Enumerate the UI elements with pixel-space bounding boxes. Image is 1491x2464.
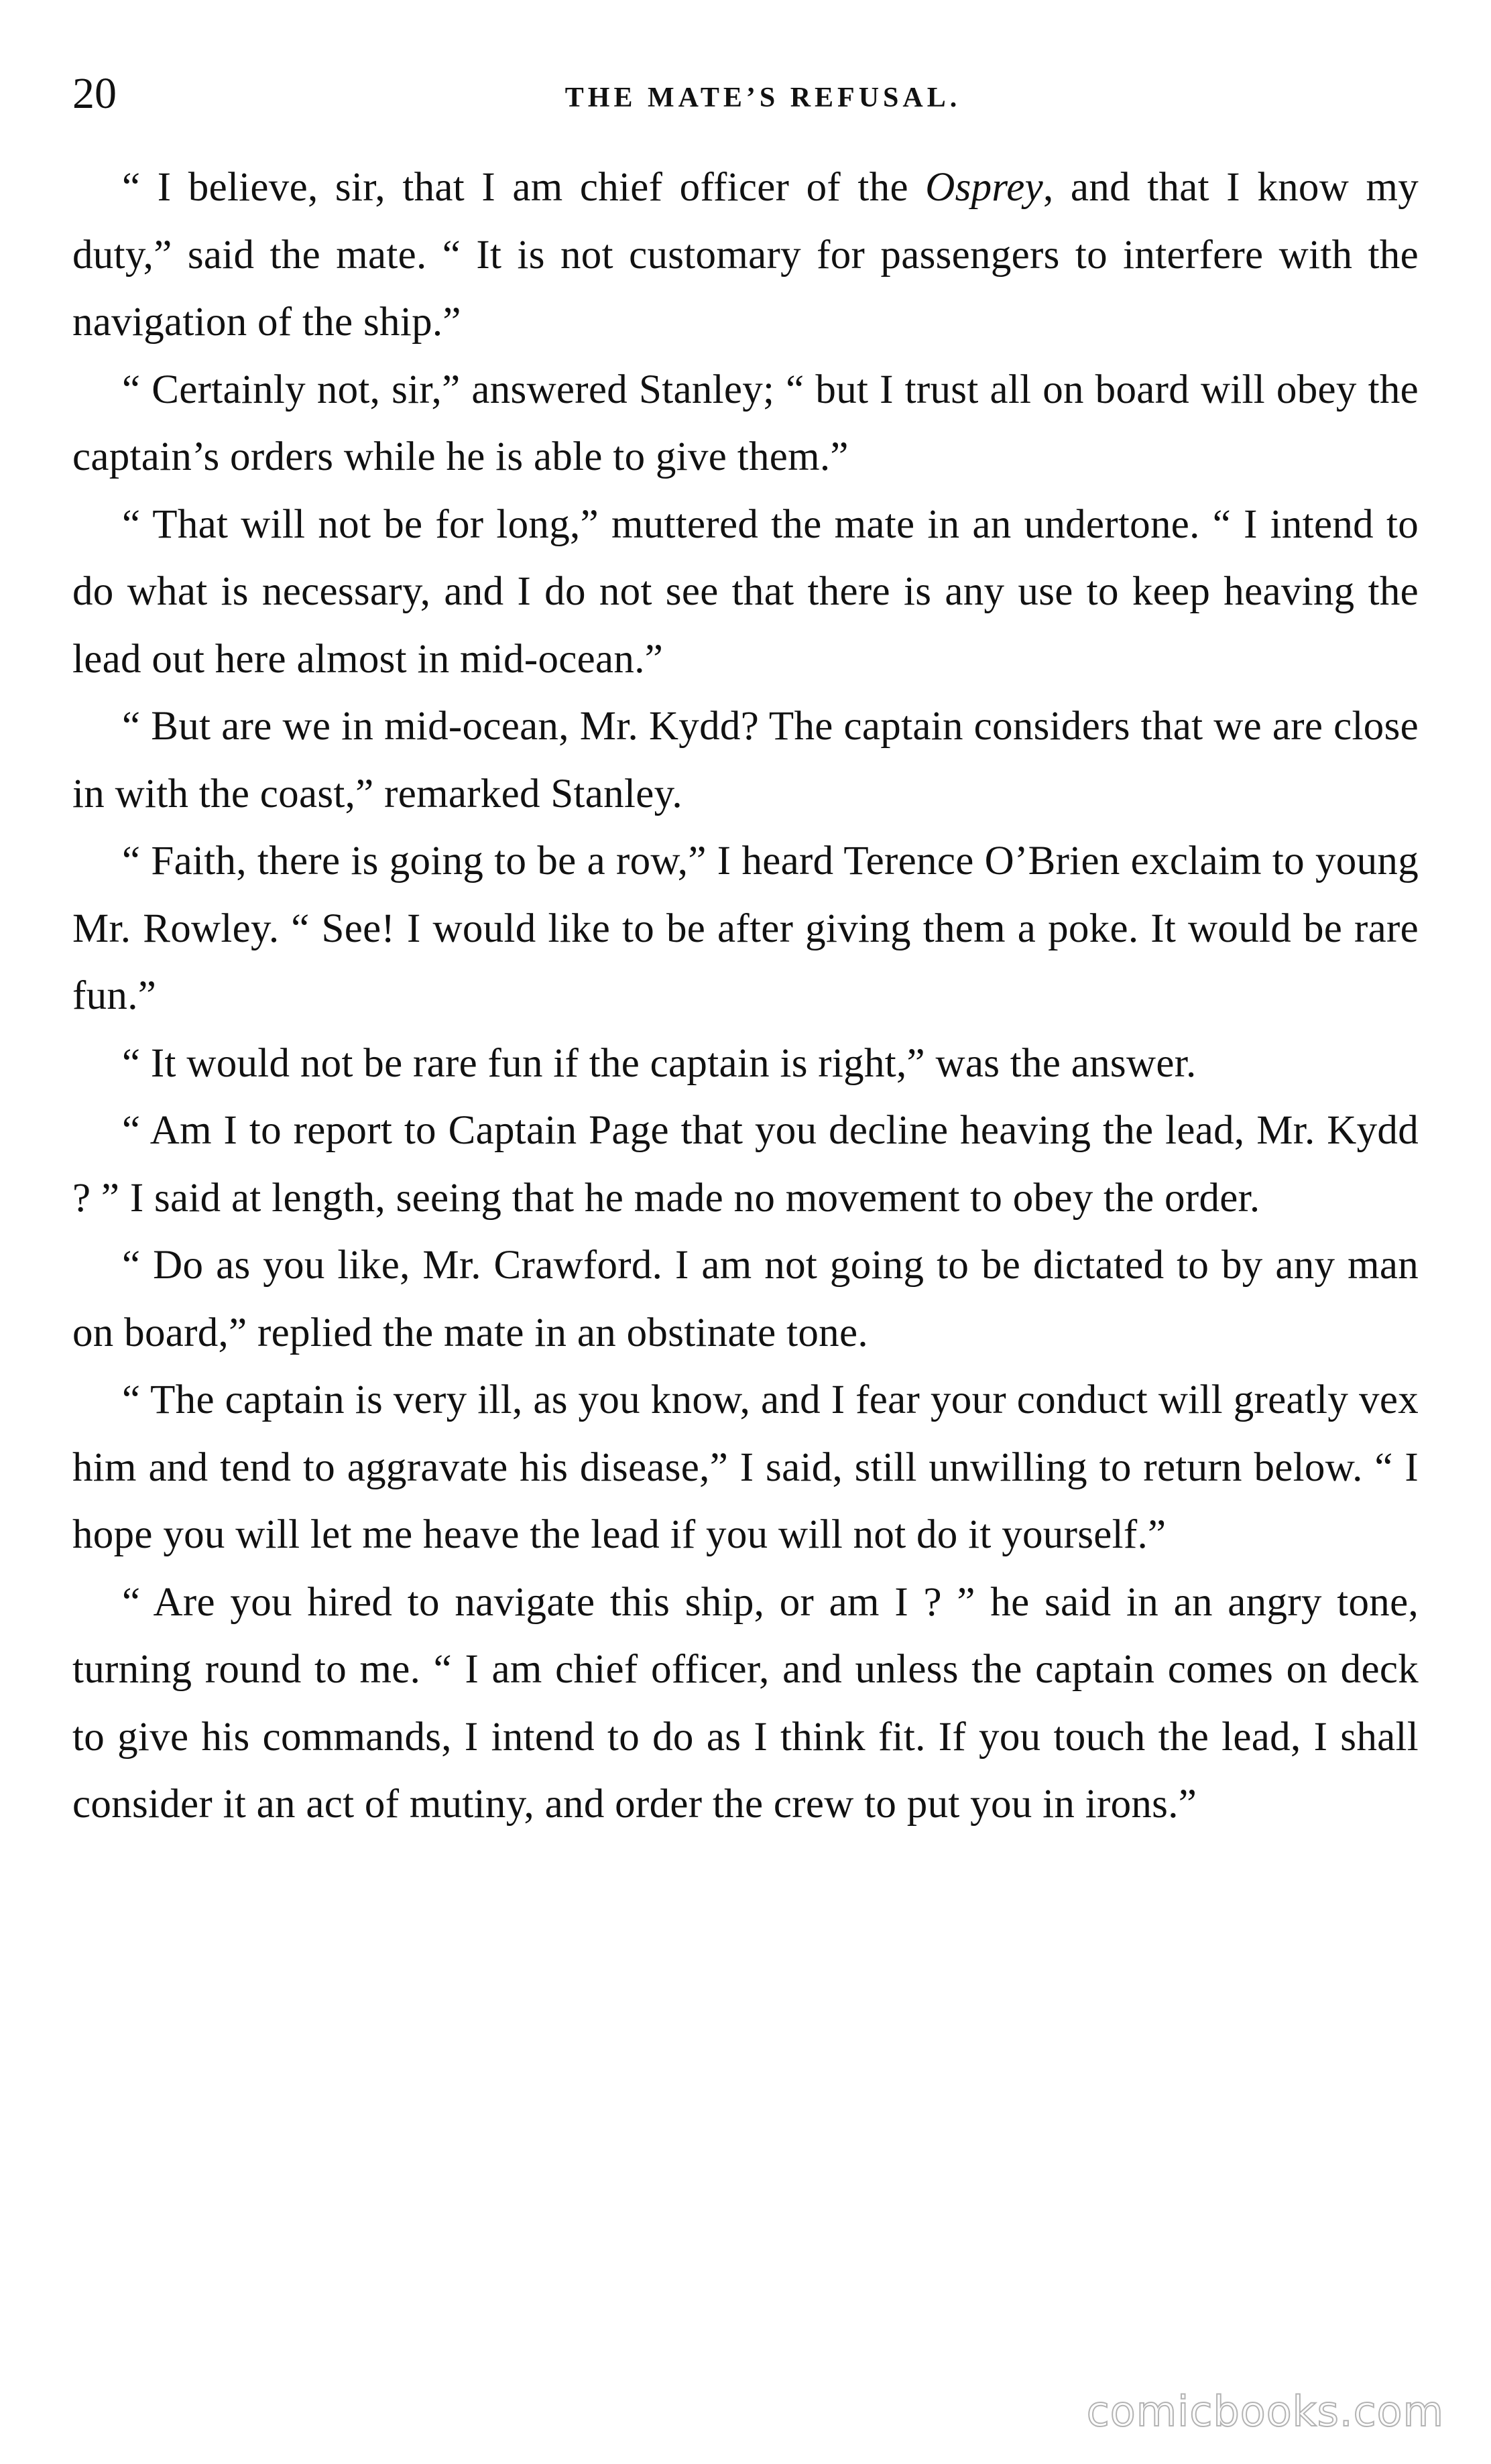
paragraph-3: “ That will not be for long,” muttered the mate in an undertone. “ I intend to do what is necessary, and I do not see that there is any use to keep heaving the lead out here almost in mid-ocean.” xyxy=(72,501,1419,682)
paragraph-2: “ Certainly not, sir,” answered Stanley; “ but I trust all on board will obey the captain’s orders while he is able to give them.” xyxy=(72,367,1419,479)
paragraph-7: “ Am I to report to Captain Page that you decline heaving the lead, Mr. Kydd ? ” I said at length, seeing that he made no movement to obey the order. xyxy=(72,1108,1419,1221)
paragraph-8: “ Do as you like, Mr. Crawford. I am not going to be dictated to by any man on board,” replied the mate in an obstinate tone. xyxy=(72,1243,1419,1355)
paragraph-1-text-start: “ I believe, sir, that I am chief officer of the xyxy=(122,165,926,210)
paragraph-5: “ Faith, there is going to be a row,” I heard Terence O’Brien exclaim to young Mr. Rowley. “ See! I would like to be after giving them a poke. It would be rare fun.” xyxy=(72,839,1419,1018)
paragraph-4: “ But are we in mid-ocean, Mr. Kydd? The captain considers that we are close in with the coast,” remarked Stanley. xyxy=(72,704,1419,816)
paragraph-6: “ It would not be rare fun if the captain is right,” was the answer. xyxy=(122,1040,1197,1086)
ship-name-italic: Osprey xyxy=(925,165,1043,210)
paragraph-9: “ The captain is very ill, as you know, and I fear your conduct will greatly vex him and tend to aggravate his disease,” I said, still unwilling to return below. “ I hope you will let me heave the lead if you will not do it yourself.” xyxy=(72,1377,1419,1557)
running-title: THE MATE’S REFUSAL. xyxy=(564,82,961,113)
paragraph-10: “ Are you hired to navigate this ship, or am I ? ” he said in an angry tone, turning round to me. “ I am chief officer, and unless the captain comes on deck to give his commands, I intend to do as I think fit. If you touch the lead, I shall consider it an act of mutiny, and order the crew to put you in irons.” xyxy=(72,1579,1419,1827)
running-head xyxy=(72,67,1427,121)
watermark: comicbooks.com xyxy=(1086,2387,1444,2436)
paragraph-1-text-end: , and that I know my duty,” said the mate. “ It is not customary for passengers to interfere with the navigation of the ship.” xyxy=(72,165,1419,345)
paragraph-1 xyxy=(72,154,1419,357)
page-number: 20 xyxy=(72,69,117,118)
body-text xyxy=(72,154,1419,1839)
